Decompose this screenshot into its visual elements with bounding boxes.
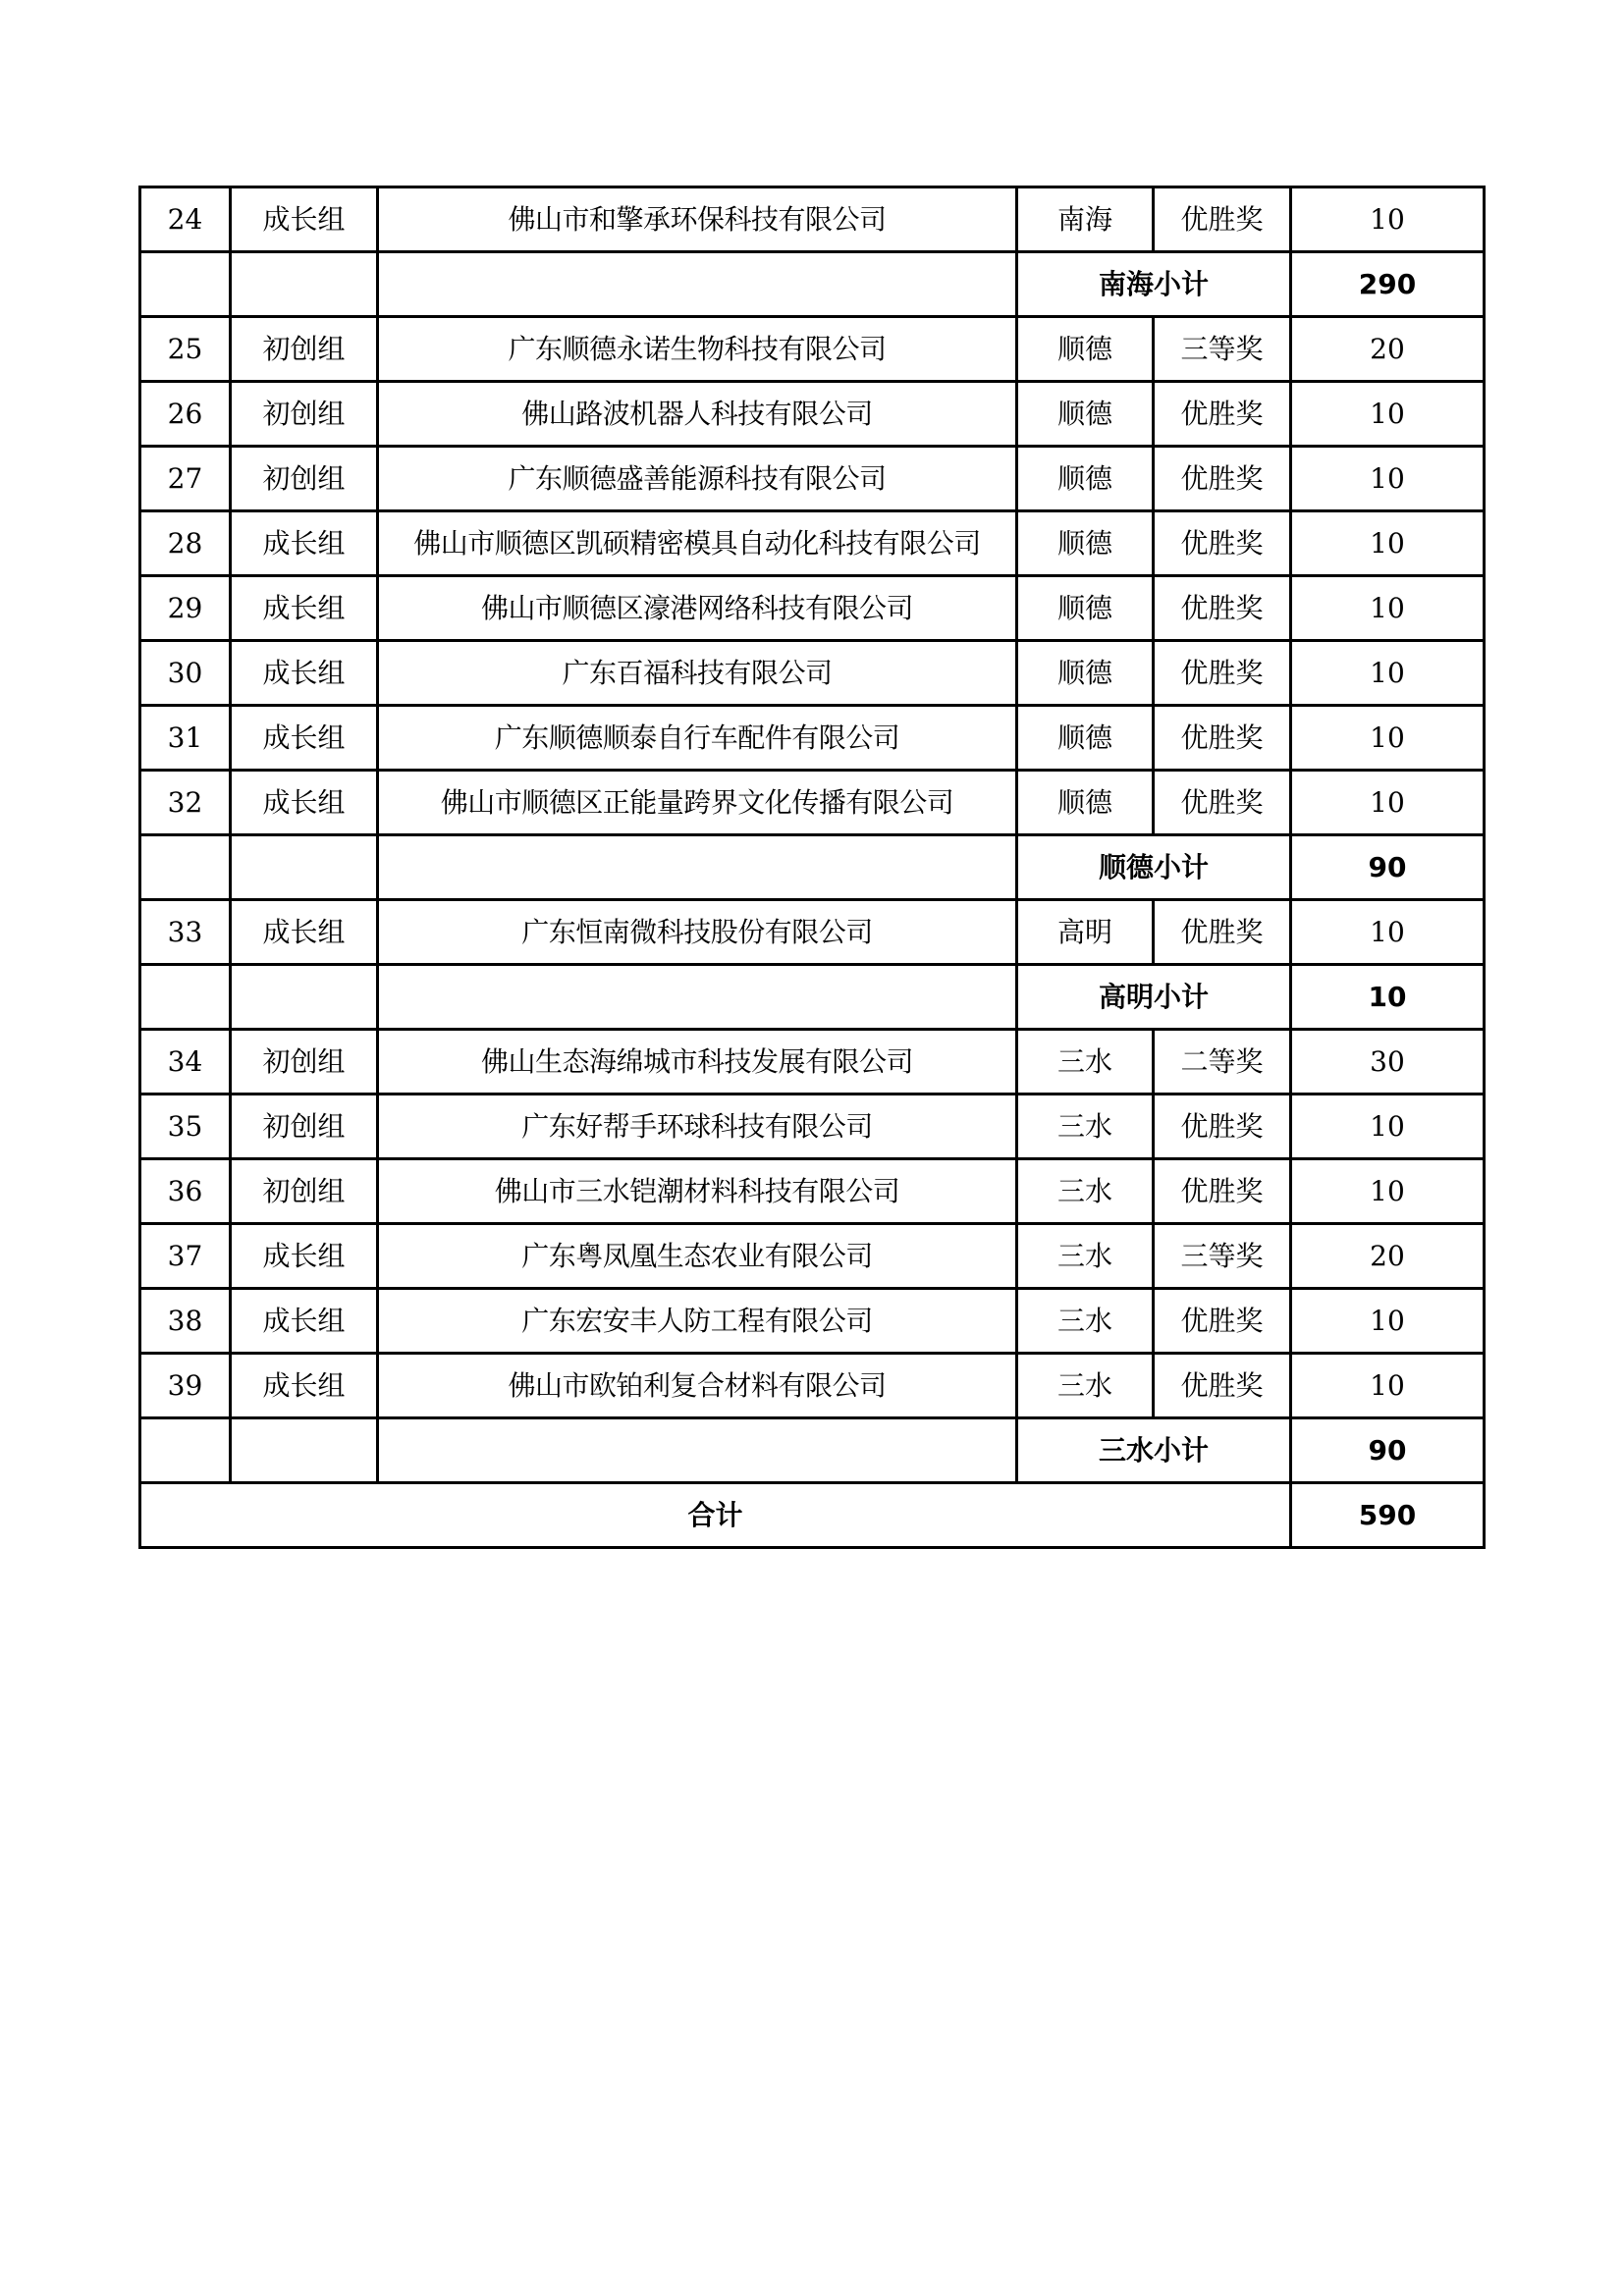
award-cell: 优胜奖 — [1154, 1159, 1291, 1224]
award-cell: 二等奖 — [1154, 1030, 1291, 1095]
row-number-cell: 34 — [140, 1030, 231, 1095]
row-number-cell: 26 — [140, 382, 231, 447]
group-cell: 初创组 — [231, 382, 378, 447]
award-cell: 优胜奖 — [1154, 706, 1291, 771]
district-cell: 顺德 — [1017, 447, 1154, 511]
company-cell: 广东百福科技有限公司 — [378, 641, 1017, 706]
award-cell: 优胜奖 — [1154, 1354, 1291, 1418]
district-cell: 顺德 — [1017, 382, 1154, 447]
award-cell: 优胜奖 — [1154, 382, 1291, 447]
empty-cell — [140, 835, 231, 900]
award-table — [138, 186, 1486, 1549]
group-cell: 成长组 — [231, 771, 378, 835]
total-row — [140, 1483, 1485, 1548]
amount-cell: 10 — [1291, 447, 1485, 511]
row-number-cell: 24 — [140, 187, 231, 252]
table-row — [140, 1030, 1485, 1095]
award-cell: 优胜奖 — [1154, 1095, 1291, 1159]
district-cell: 顺德 — [1017, 706, 1154, 771]
group-cell: 成长组 — [231, 576, 378, 641]
district-cell: 南海 — [1017, 187, 1154, 252]
company-cell: 广东顺德永诺生物科技有限公司 — [378, 317, 1017, 382]
empty-cell — [231, 835, 378, 900]
district-cell: 三水 — [1017, 1354, 1154, 1418]
district-cell: 顺德 — [1017, 511, 1154, 576]
table-row — [140, 706, 1485, 771]
group-cell: 成长组 — [231, 1224, 378, 1289]
group-cell: 成长组 — [231, 1354, 378, 1418]
amount-cell: 10 — [1291, 1289, 1485, 1354]
amount-cell: 10 — [1291, 900, 1485, 965]
company-cell: 广东顺德盛善能源科技有限公司 — [378, 447, 1017, 511]
table-row — [140, 576, 1485, 641]
subtotal-label: 高明小计 — [1017, 965, 1291, 1030]
award-cell: 优胜奖 — [1154, 771, 1291, 835]
group-cell: 初创组 — [231, 1030, 378, 1095]
subtotal-label: 南海小计 — [1017, 252, 1291, 317]
amount-cell: 10 — [1291, 771, 1485, 835]
subtotal-label: 三水小计 — [1017, 1418, 1291, 1483]
company-cell: 佛山市顺德区濠港网络科技有限公司 — [378, 576, 1017, 641]
table-row — [140, 771, 1485, 835]
district-cell: 三水 — [1017, 1030, 1154, 1095]
company-cell: 佛山市顺德区正能量跨界文化传播有限公司 — [378, 771, 1017, 835]
award-cell: 优胜奖 — [1154, 187, 1291, 252]
amount-cell: 20 — [1291, 317, 1485, 382]
row-number-cell: 32 — [140, 771, 231, 835]
amount-cell: 10 — [1291, 187, 1485, 252]
company-cell: 佛山路波机器人科技有限公司 — [378, 382, 1017, 447]
row-number-cell: 39 — [140, 1354, 231, 1418]
empty-cell — [140, 965, 231, 1030]
award-cell: 优胜奖 — [1154, 641, 1291, 706]
company-cell: 佛山生态海绵城市科技发展有限公司 — [378, 1030, 1017, 1095]
table-row — [140, 1095, 1485, 1159]
subtotal-value: 10 — [1291, 965, 1485, 1030]
group-cell: 初创组 — [231, 1159, 378, 1224]
amount-cell: 10 — [1291, 576, 1485, 641]
row-number-cell: 31 — [140, 706, 231, 771]
subtotal-value: 290 — [1291, 252, 1485, 317]
total-label: 合计 — [140, 1483, 1291, 1548]
district-cell: 顺德 — [1017, 576, 1154, 641]
award-cell: 三等奖 — [1154, 317, 1291, 382]
subtotal-row — [140, 252, 1485, 317]
company-cell: 广东恒南微科技股份有限公司 — [378, 900, 1017, 965]
empty-cell — [378, 1418, 1017, 1483]
amount-cell: 10 — [1291, 511, 1485, 576]
row-number-cell: 36 — [140, 1159, 231, 1224]
subtotal-value: 90 — [1291, 835, 1485, 900]
table-row — [140, 641, 1485, 706]
empty-cell — [378, 965, 1017, 1030]
district-cell: 三水 — [1017, 1095, 1154, 1159]
company-cell: 佛山市三水铠潮材料科技有限公司 — [378, 1159, 1017, 1224]
row-number-cell: 28 — [140, 511, 231, 576]
row-number-cell: 33 — [140, 900, 231, 965]
amount-cell: 20 — [1291, 1224, 1485, 1289]
amount-cell: 10 — [1291, 382, 1485, 447]
table-row — [140, 900, 1485, 965]
table-body — [140, 187, 1485, 1483]
company-cell: 佛山市和擎承环保科技有限公司 — [378, 187, 1017, 252]
table-row — [140, 447, 1485, 511]
subtotal-value: 90 — [1291, 1418, 1485, 1483]
amount-cell: 30 — [1291, 1030, 1485, 1095]
award-cell: 优胜奖 — [1154, 511, 1291, 576]
company-cell: 广东顺德顺泰自行车配件有限公司 — [378, 706, 1017, 771]
table-row — [140, 1159, 1485, 1224]
total-value: 590 — [1291, 1483, 1485, 1548]
subtotal-row — [140, 1418, 1485, 1483]
empty-cell — [378, 835, 1017, 900]
empty-cell — [231, 965, 378, 1030]
amount-cell: 10 — [1291, 641, 1485, 706]
group-cell: 成长组 — [231, 706, 378, 771]
group-cell: 初创组 — [231, 317, 378, 382]
empty-cell — [378, 252, 1017, 317]
district-cell: 三水 — [1017, 1224, 1154, 1289]
group-cell: 初创组 — [231, 447, 378, 511]
company-cell: 佛山市顺德区凯硕精密模具自动化科技有限公司 — [378, 511, 1017, 576]
row-number-cell: 35 — [140, 1095, 231, 1159]
award-cell: 三等奖 — [1154, 1224, 1291, 1289]
table-row — [140, 511, 1485, 576]
empty-cell — [231, 1418, 378, 1483]
group-cell: 成长组 — [231, 1289, 378, 1354]
district-cell: 三水 — [1017, 1159, 1154, 1224]
award-cell: 优胜奖 — [1154, 900, 1291, 965]
district-cell: 顺德 — [1017, 771, 1154, 835]
award-cell: 优胜奖 — [1154, 1289, 1291, 1354]
empty-cell — [140, 1418, 231, 1483]
company-cell: 广东好帮手环球科技有限公司 — [378, 1095, 1017, 1159]
table-row — [140, 187, 1485, 252]
amount-cell: 10 — [1291, 1159, 1485, 1224]
group-cell: 成长组 — [231, 641, 378, 706]
table-row — [140, 1224, 1485, 1289]
group-cell: 成长组 — [231, 900, 378, 965]
row-number-cell: 38 — [140, 1289, 231, 1354]
table-row — [140, 317, 1485, 382]
table-row — [140, 382, 1485, 447]
award-cell: 优胜奖 — [1154, 447, 1291, 511]
table-row — [140, 1289, 1485, 1354]
company-cell: 佛山市欧铂利复合材料有限公司 — [378, 1354, 1017, 1418]
district-cell: 顺德 — [1017, 641, 1154, 706]
amount-cell: 10 — [1291, 1354, 1485, 1418]
table-row — [140, 1354, 1485, 1418]
group-cell: 初创组 — [231, 1095, 378, 1159]
group-cell: 成长组 — [231, 511, 378, 576]
empty-cell — [231, 252, 378, 317]
district-cell: 三水 — [1017, 1289, 1154, 1354]
award-cell: 优胜奖 — [1154, 576, 1291, 641]
amount-cell: 10 — [1291, 1095, 1485, 1159]
row-number-cell: 27 — [140, 447, 231, 511]
row-number-cell: 25 — [140, 317, 231, 382]
row-number-cell: 29 — [140, 576, 231, 641]
group-cell: 成长组 — [231, 187, 378, 252]
subtotal-label: 顺德小计 — [1017, 835, 1291, 900]
subtotal-row — [140, 835, 1485, 900]
row-number-cell: 30 — [140, 641, 231, 706]
company-cell: 广东宏安丰人防工程有限公司 — [378, 1289, 1017, 1354]
company-cell: 广东粤凤凰生态农业有限公司 — [378, 1224, 1017, 1289]
empty-cell — [140, 252, 231, 317]
subtotal-row — [140, 965, 1485, 1030]
row-number-cell: 37 — [140, 1224, 231, 1289]
district-cell: 高明 — [1017, 900, 1154, 965]
district-cell: 顺德 — [1017, 317, 1154, 382]
amount-cell: 10 — [1291, 706, 1485, 771]
